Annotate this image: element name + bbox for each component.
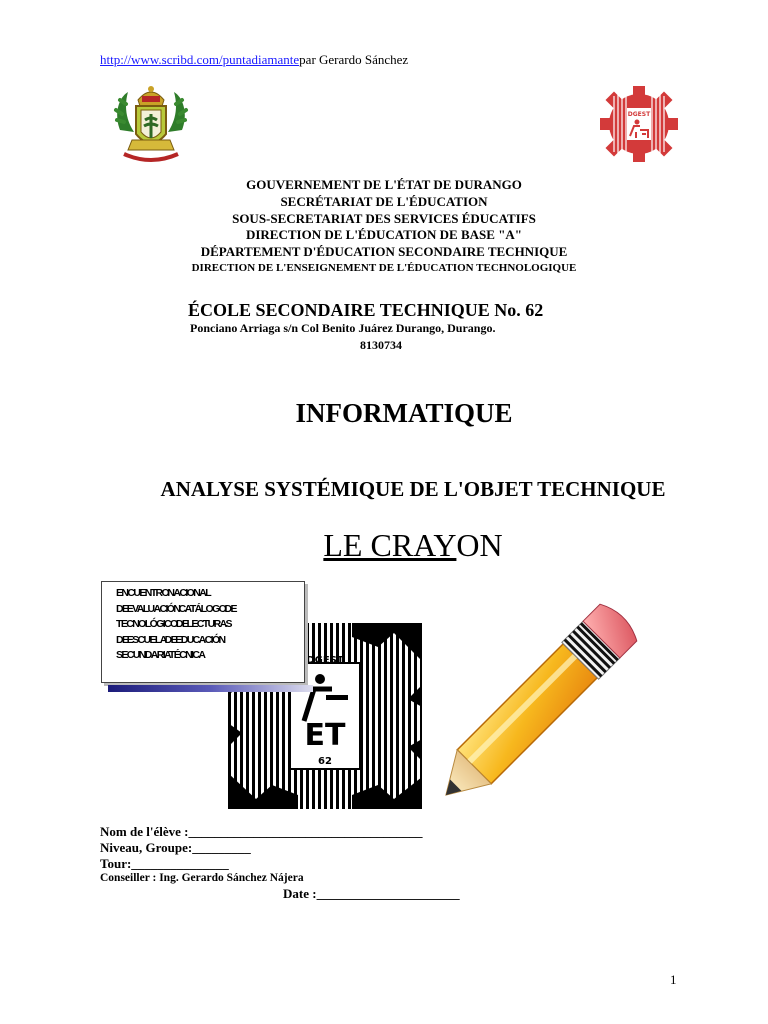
scribd-link[interactable]: http://www.scribd.com/puntadiamante <box>100 52 300 67</box>
subject-title: INFORMATIQUE <box>295 398 513 428</box>
source-line <box>100 52 408 68</box>
school-name: ÉCOLE SECONDAIRE TECHNIQUE No. 62 <box>188 300 544 320</box>
banner-line-3: TECNOLÓGICO DE LECTURAS <box>116 618 231 630</box>
date-field: Date :______________________ <box>283 886 460 901</box>
banner-line-2: DE EVALUACIÓN CATÁLOGO DE <box>116 602 236 615</box>
banner-line-4: DE ESCUELA DE EDUCACIÓN <box>116 633 225 646</box>
main-title-rest: ON <box>456 527 503 563</box>
level-group-field: Niveau, Groupe:_________ <box>100 840 251 855</box>
analysis-title: ANALYSE SYSTÉMIQUE DE L'OBJET TECHNIQUE <box>160 477 666 501</box>
et-logo-text: ET <box>304 718 346 753</box>
banner-line-1: ENCUENTRO NACIONAL <box>116 587 211 599</box>
author-credit: par Gerardo Sánchez <box>299 52 409 67</box>
student-name-field: Nom de l'élève :____________________________________ <box>100 824 423 839</box>
header-line-2: SECRÉTARIAT DE L'ÉDUCATION <box>280 194 488 209</box>
banner-gradient-bar <box>108 685 313 692</box>
banner-line-5: SECUNDARIA TÉCNICA <box>116 649 205 661</box>
main-title <box>0 527 768 564</box>
school-number-logo-text: 62 <box>318 756 332 767</box>
advisor-line: Conseiller : Ing. Gerardo Sánchez Nájera <box>100 872 304 884</box>
pencil-icon <box>422 578 672 810</box>
header-line-5: DÉPARTEMENT D'ÉDUCATION SECONDAIRE TECHNIQUE <box>200 244 568 259</box>
main-title-underlined: LE CRAY <box>323 527 457 563</box>
dgest-gear-logo <box>600 86 678 162</box>
school-address: Ponciano Arriaga s/n Col Benito Juárez Durango, Durango. <box>190 321 496 335</box>
header-line-6: DIRECTION DE L'ENSEIGNEMENT DE L'ÉDUCATION TECHNOLOGIQUE <box>191 262 577 274</box>
page-number: 1 <box>670 972 677 987</box>
header-line-3: SOUS-SECRETARIAT DES SERVICES ÉDUCATIFS <box>232 211 536 226</box>
school-phone: 8130734 <box>360 338 402 352</box>
national-meeting-banner <box>101 581 305 683</box>
tour-field: Tour:_______________ <box>100 856 229 871</box>
header-line-1: GOUVERNEMENT DE L'ÉTAT DE DURANGO <box>246 177 522 192</box>
dgest-logo-text: DGEST <box>306 655 344 666</box>
header-line-4: DIRECTION DE L'ÉDUCATION DE BASE "A" <box>245 227 523 242</box>
gear-logo-dgest-text: DGEST <box>627 111 651 118</box>
durango-coat-of-arms-logo <box>112 80 190 166</box>
